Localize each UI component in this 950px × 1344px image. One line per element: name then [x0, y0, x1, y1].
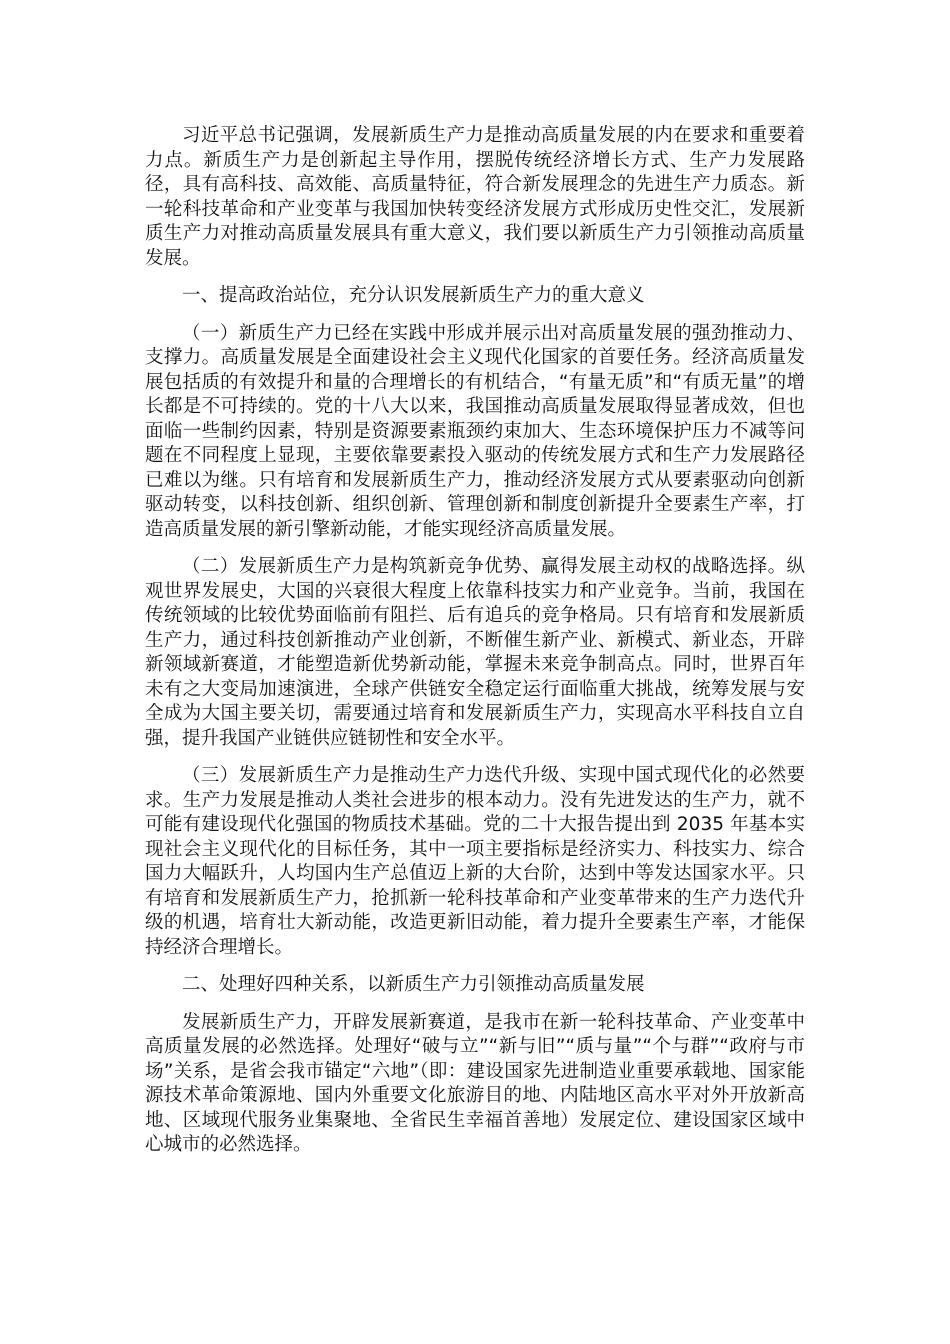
section-1-heading: 一、提高政治站位，充分认识发展新质生产力的重大意义: [182, 285, 645, 306]
document-page: [145, 124, 805, 1171]
section-2-paragraph-1: 发展新质生产力，开辟发展新赛道，是我市在新一轮科技革命、产业变革中高质量发展的必然选择。处理好“破与立”“新与旧”“质与量”“个与群”“政府与市场”关系，是省会我市锚定“六地”（即：建设国家先进制造业重要承载地、国家能源技术革命策源地、国内外重要文化旅游目的地、内陆地区高水平对外开放新高地、区域现代服务业集聚地、全省民生幸福首善地）发展定位、建设国家区域中心城市的必然选择。: [145, 1011, 805, 1155]
section-1-paragraph-1: （一）新质生产力已经在实践中形成并展示出对高质量发展的强劲推动力、支撑力。高质量发展是全面建设社会主义现代化国家的首要任务。经济高质量发展包括质的有效提升和量的合理增长的有机结合，“有量无质”和“有质无量”的增长都是不可持续的。党的十八大以来，我国推动高质量发展取得显著成效，但也面临一些制约因素，特别是资源要素瓶颈约束加大、生态环境保护压力不减等问题在不同程度上显现，主要依靠要素投入驱动的传统发展方式和生产力发展路径已难以为继。只有培育和发展新质生产力，推动经济发展方式从要素驱动向创新驱动转变，以科技创新、组织创新、管理创新和制度创新提升全要素生产率，打造高质量发展的新引擎新动能，才能实现经济高质量发展。: [145, 322, 805, 540]
section-2-heading: 二、处理好四种关系，以新质生产力引领推动高质量发展: [182, 974, 645, 995]
section-1-paragraph-3: （三）发展新质生产力是推动生产力迭代升级、实现中国式现代化的必然要求。生产力发展是推动人类社会进步的根本动力。没有先进发达的生产力，就不可能有建设现代化强国的物质技术基础。党的二十大报告提出到 2035 年基本实现社会主义现代化的目标任务，其中一项主要指标是经济实力、科技实力、综合国力大幅跃升，人均国内生产总值迈上新的大台阶，达到中等发达国家水平。只有培育和发展新质生产力，抢抓新一轮科技革命和产业变革带来的生产力迭代升级的机遇，培育壮大新动能，改造更新旧动能，着力提升全要素生产率，才能保持经济合理增长。: [145, 765, 805, 958]
intro-paragraph: 习近平总书记强调，发展新质生产力是推动高质量发展的内在要求和重要着力点。新质生产力是创新起主导作用，摆脱传统经济增长方式、生产力发展路径，具有高科技、高效能、高质量特征，符合新发展理念的先进生产力质态。新一轮科技革命和产业变革与我国加快转变经济发展方式形成历史性交汇，发展新质生产力对推动高质量发展具有重大意义，我们要以新质生产力引领推动高质量发展。: [145, 125, 805, 269]
section-1-paragraph-2: （二）发展新质生产力是构筑新竞争优势、赢得发展主动权的战略选择。纵观世界发展史，大国的兴衰很大程度上依靠科技实力和产业竞争。当前，我国在传统领域的比较优势面临前有阻拦、后有追兵的竞争格局。只有培育和发展新质生产力，通过科技创新推动产业创新，不断催生新产业、新模式、新业态，开辟新领域新赛道，才能塑造新优势新动能，掌握未来竞争制高点。同时，世界百年未有之大变局加速演进，全球产供链安全稳定运行面临重大挑战，统筹发展与安全成为大国主要关切，需要通过培育和发展新质生产力，实现高水平科技自立自强，提升我国产业链供应链韧性和安全水平。: [145, 556, 805, 749]
